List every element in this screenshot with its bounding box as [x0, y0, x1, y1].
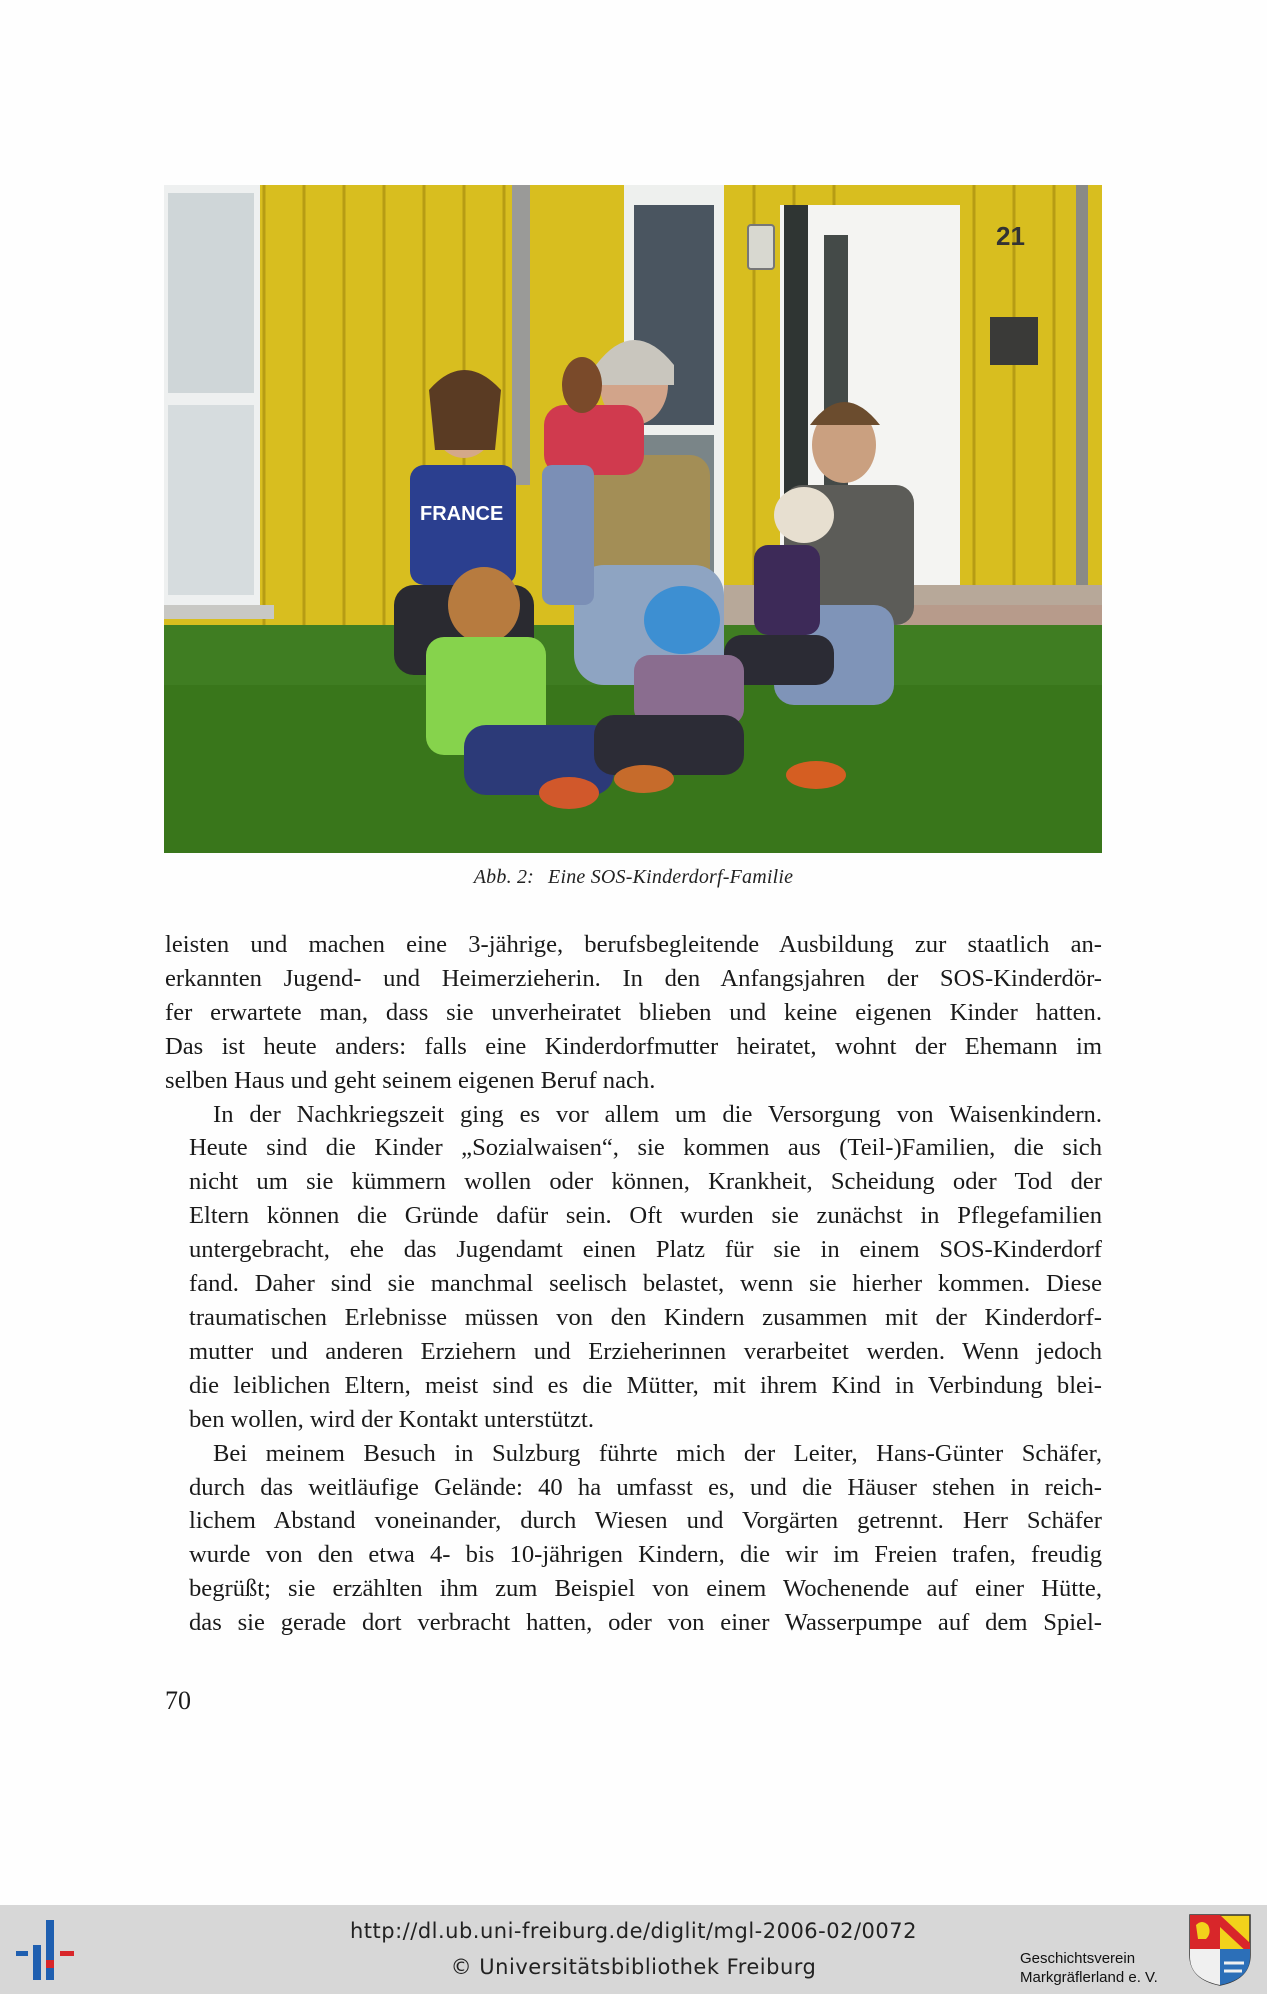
text-line: erkannten Jugend- und Heimerzieherin. In den Anfangsjahren der SOS-Kinderdör- — [165, 964, 1102, 992]
text-line: In der Nachkriegszeit ging es vor allem um die Versorgung von Waisenkindern. — [213, 1100, 1102, 1128]
coat-of-arms-icon — [1188, 1913, 1252, 1987]
text-line: untergebracht, ehe das Jugendamt einen Platz für sie in einem SOS-Kinderdorf — [189, 1236, 1102, 1264]
text-line: das sie gerade dort verbracht hatten, oder von einer Wasserpumpe auf dem Spiel- — [189, 1609, 1102, 1637]
caption-text: Eine SOS-Kinderdorf-Familie — [548, 866, 794, 888]
house-number: 21 — [996, 221, 1025, 251]
text-line: die leiblichen Eltern, meist sind es die Mütter, mit ihrem Kind in Verbindung blei- — [189, 1371, 1102, 1399]
text-line: fand. Daher sind sie manchmal seelisch belastet, wenn sie hierher kommen. Diese — [189, 1270, 1102, 1298]
text-line: leisten und machen eine 3-jährige, berufsbegleitende Ausbildung zur staatlich an- — [165, 931, 1102, 958]
page-number: 70 — [165, 1686, 191, 1715]
text-line: nicht um sie kümmern wollen oder können, Krankheit, Scheidung oder Tod der — [189, 1168, 1102, 1196]
paragraph — [165, 1437, 1102, 1640]
body-text — [165, 928, 1102, 1640]
figure-caption — [0, 866, 1267, 889]
text-line: wurde von den etwa 4- bis 10-jährigen Kindern, die wir im Freien trafen, freudig — [189, 1541, 1102, 1569]
family-photo — [164, 185, 1102, 853]
text-line: begrüßt; sie erzählten ihm zum Beispiel von einem Wochenende auf einer Hütte, — [189, 1575, 1102, 1603]
caption-label: Abb. 2: — [473, 866, 535, 888]
viewer-footer — [0, 1905, 1267, 1994]
text-line: Bei meinem Besuch in Sulzburg führte mich der Leiter, Hans-Günter Schäfer, — [213, 1439, 1102, 1467]
paragraph — [165, 1098, 1102, 1437]
paragraph — [165, 928, 1102, 1098]
copyright-notice: © Universitätsbibliothek Freiburg — [450, 1955, 817, 1979]
text-line: Heute sind die Kinder „Sozialwaisen“, sie kommen aus (Teil-)Familien, die sich — [189, 1134, 1102, 1162]
text-line: Das ist heute anders: falls eine Kinderdorfmutter heiratet, wohnt der Ehemann im — [165, 1032, 1102, 1060]
text-line: lichem Abstand voneinander, durch Wiesen und Vorgärten getrennt. Herr Schäfer — [189, 1507, 1102, 1535]
text-line: mutter und anderen Erziehern und Erzieherinnen verarbeitet werden. Wenn jedoch — [189, 1337, 1102, 1365]
text-line: fer erwartete man, dass sie unverheiratet blieben und keine eigenen Kinder hatten. — [165, 998, 1102, 1026]
text-line: selben Haus und geht seinem eigenen Beruf nach. — [165, 1066, 656, 1094]
text-line: traumatischen Erlebnisse müssen von den Kindern zusammen mit der Kinderdorf- — [189, 1303, 1102, 1331]
society-line-1: Geschichtsverein — [1020, 1950, 1136, 1967]
shirt-text: FRANCE — [420, 503, 504, 525]
permalink-url[interactable]: http://dl.ub.uni-freiburg.de/diglit/mgl-2006-02/0072 — [349, 1919, 917, 1943]
society-line-2: Markgräflerland e. V. — [1020, 1969, 1158, 1986]
society-name — [1020, 1949, 1190, 1987]
text-line: ben wollen, wird der Kontakt unterstützt. — [189, 1405, 595, 1433]
text-line: Eltern können die Gründe dafür sein. Oft wurden sie zunächst in Pflegefamilien — [189, 1202, 1102, 1230]
text-line: durch das weitläufige Gelände: 40 ha umfasst es, und die Häuser stehen in reich- — [189, 1473, 1102, 1501]
